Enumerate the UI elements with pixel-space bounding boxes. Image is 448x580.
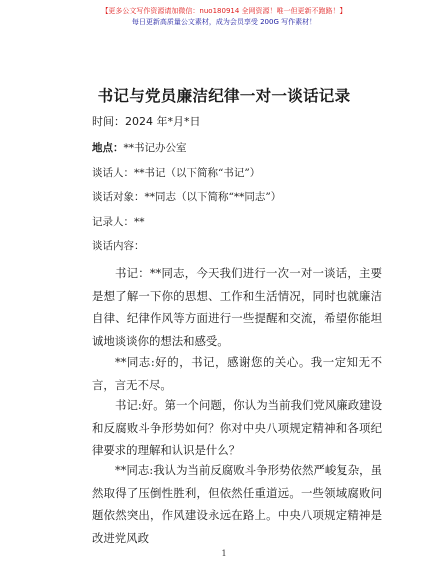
- meta-place-value: **书记办公室: [123, 142, 187, 154]
- promo-banner-line2: 每日更新高质量公文素材，成为会员享受 200G 写作素材！: [131, 18, 317, 26]
- paragraph-2: **同志:好的，书记，感谢您的关心。我一定知无不言，言无不尽。: [92, 355, 382, 392]
- promo-banner-line1: 【更多公文写作资源请加微信：nuo180914 全网资源！唯一但更新不跑路！】: [101, 7, 347, 15]
- paragraph-3: 书记:好。第一个问题，你认为当前我们党风廉政建设和反腐败斗争形势如何？你对中央八项规定精神和各项纪律要求的理解和认识是什么？: [92, 398, 382, 457]
- meta-speaker: 谈话人：**书记（以下简称“书记”）: [92, 167, 261, 179]
- paragraph-4: **同志:我认为当前反腐败斗争形势依然严峻复杂，虽然取得了压倒性胜利，但依然任重道远。一些领域腐败问题依然突出，作风建设永远在路上。中央八项规定精神是改进党风政: [92, 463, 382, 545]
- meta-recorder: 记录人：**: [92, 216, 145, 228]
- document-title: 书记与党员廉洁纪律一对一谈话记录: [97, 87, 351, 105]
- meta-time: [92, 115, 201, 129]
- meta-place: [92, 141, 187, 155]
- meta-time-value: 2024 年*月*日: [125, 115, 201, 128]
- page-number: 1: [221, 549, 227, 558]
- meta-place-label: 地点：: [92, 142, 124, 154]
- meta-target: 谈话对象：**同志（以下简称“**同志”）: [92, 191, 282, 203]
- paragraph-1: 书记：**同志，今天我们进行一次一对一谈话，主要是想了解一下你的思想、工作和生活情况，同时也就廉洁自律、纪律作风等方面进行一些提醒和交流，希望你能坦诚地谈谈你的想法和感受。: [92, 266, 382, 348]
- promo-banner: [0, 6, 448, 28]
- meta-time-label: 时间：: [92, 115, 125, 128]
- meta-content-label: 谈话内容：: [92, 240, 145, 252]
